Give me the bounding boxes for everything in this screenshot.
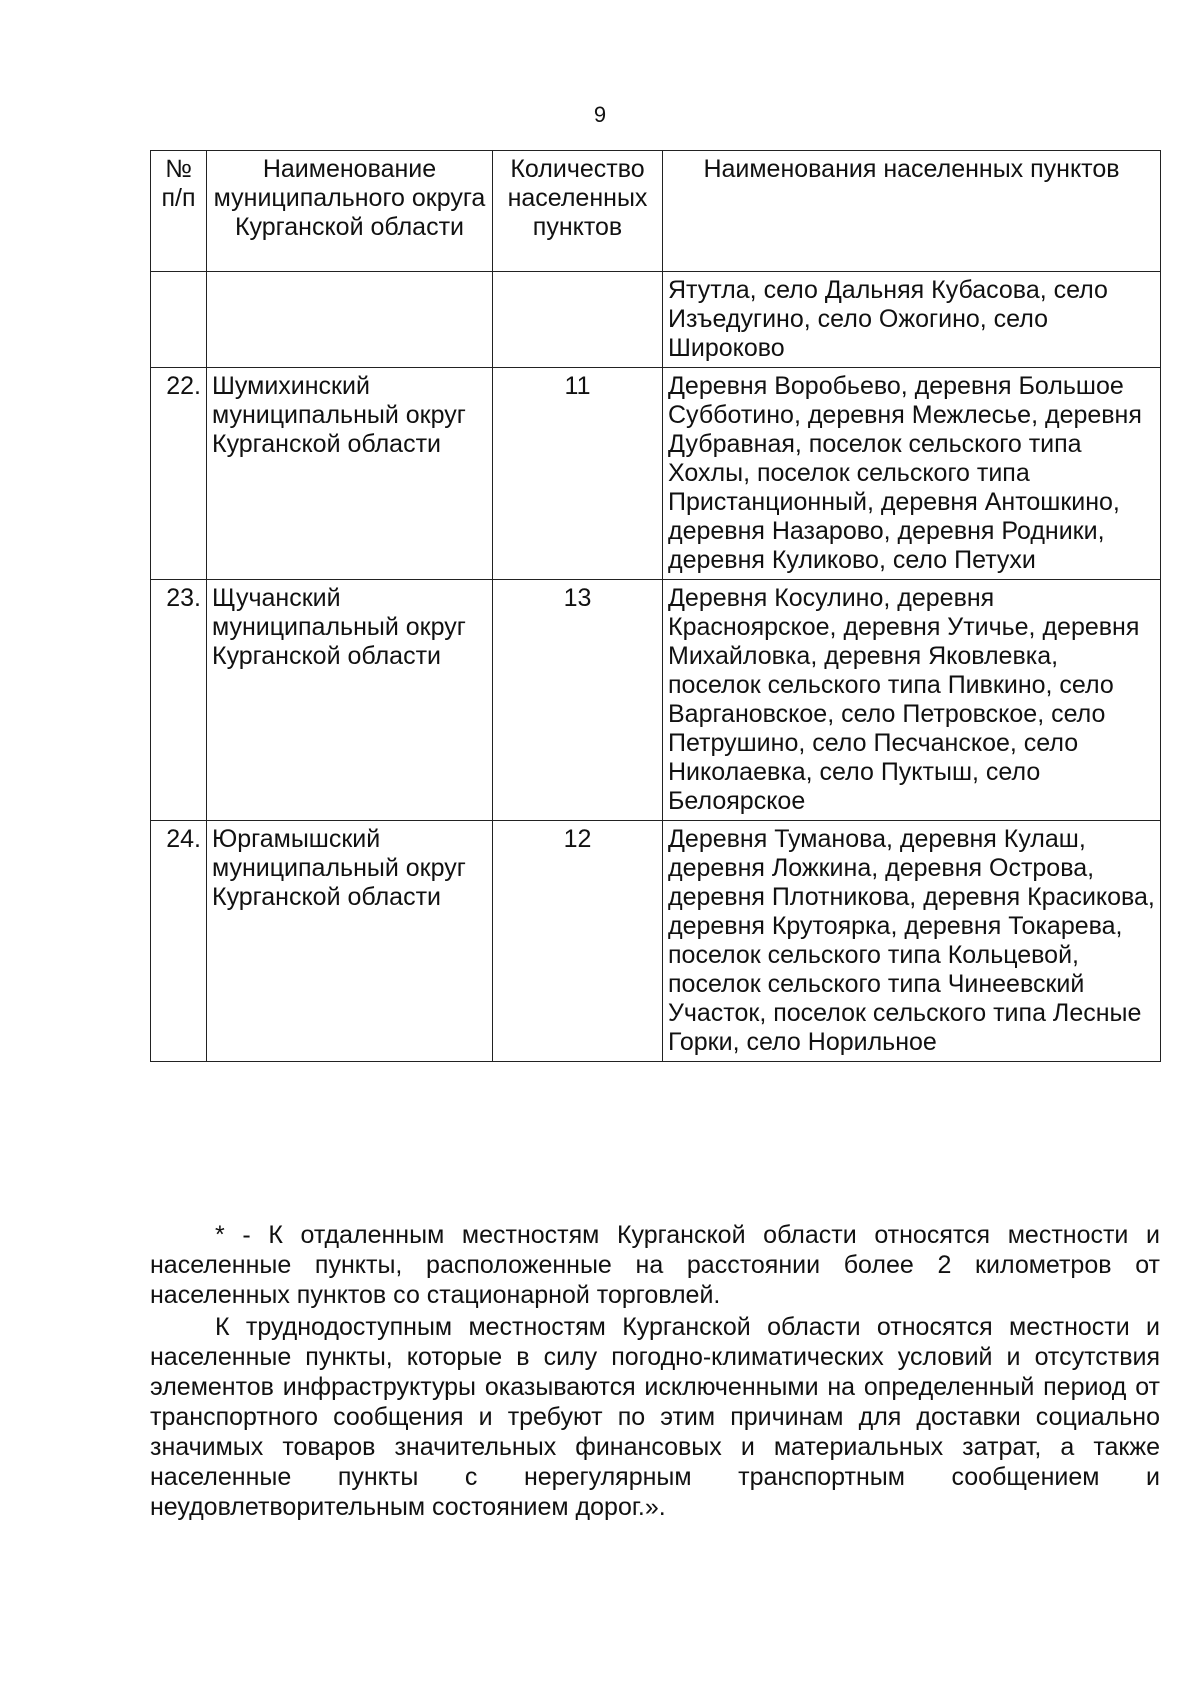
cell-num: 22. (151, 368, 207, 580)
cell-count: 13 (493, 580, 663, 821)
settlements-table (150, 150, 1161, 1062)
cell-places: Ятутла, село Дальняя Кубасова, село Изъедугино, село Ожогино, село Широково (663, 272, 1161, 368)
table-header-row (151, 151, 1161, 272)
table-row (151, 821, 1161, 1062)
header-num: № п/п (151, 151, 207, 272)
header-count: Количество населенных пунктов (493, 151, 663, 272)
table-row-continuation (151, 272, 1161, 368)
table-row (151, 580, 1161, 821)
header-district: Наименование муниципального округа Курганской области (207, 151, 493, 272)
page-number: 9 (593, 102, 607, 127)
cell-count: 11 (493, 368, 663, 580)
cell-district: Щучанский муниципальный округ Курганской области (207, 580, 493, 821)
cell-places: Деревня Туманова, деревня Кулаш, деревня Ложкина, деревня Острова, деревня Плотникова, деревня Красикова, деревня Крутоярка, деревня Токарева, поселок сельского типа Кольцевой, поселок сельского типа Чинеевский Участок, поселок сельского типа Лесные Горки, село Норильное (663, 821, 1161, 1062)
table-row (151, 368, 1161, 580)
cell-district: Шумихинский муниципальный округ Курганской области (207, 368, 493, 580)
footnotes (150, 1220, 1160, 1522)
note-remote: * - К отдаленным местностям Курганской области относятся местности и населенные пункты, расположенные на расстоянии более 2 километров от населенных пунктов со стационарной торговлей. (150, 1221, 1160, 1309)
header-places: Наименования населенных пунктов (663, 151, 1161, 272)
cell-district: Юргамышский муниципальный округ Курганской области (207, 821, 493, 1062)
cell-count: 12 (493, 821, 663, 1062)
cell-empty (151, 272, 207, 368)
cell-empty (493, 272, 663, 368)
cell-places: Деревня Косулино, деревня Красноярское, деревня Утичье, деревня Михайловка, деревня Яковлевка, поселок сельского типа Пивкино, село Варгановское, село Петровское, село Петрушино, село Песчанское, село Николаевка, село Пуктыш, село Белоярское (663, 580, 1161, 821)
note-hard-to-reach: К труднодоступным местностям Курганской области относятся местности и населенные пункты, которые в силу погодно-климатических условий и отсутствия элементов инфраструктуры оказываются исключенными на определенный период от транспортного сообщения и требуют по этим причинам для доставки социально значимых товаров значительных финансовых и материальных затрат, а также населенные пункты с нерегулярным транспортным сообщением и неудовлетворительным состоянием дорог.». (150, 1313, 1160, 1521)
cell-num: 23. (151, 580, 207, 821)
cell-empty (207, 272, 493, 368)
cell-num: 24. (151, 821, 207, 1062)
cell-places: Деревня Воробьево, деревня Большое Субботино, деревня Межлесье, деревня Дубравная, поселок сельского типа Хохлы, поселок сельского типа Пристанционный, деревня Антошкино, деревня Назарово, деревня Родники, деревня Куликово, село Петухи (663, 368, 1161, 580)
